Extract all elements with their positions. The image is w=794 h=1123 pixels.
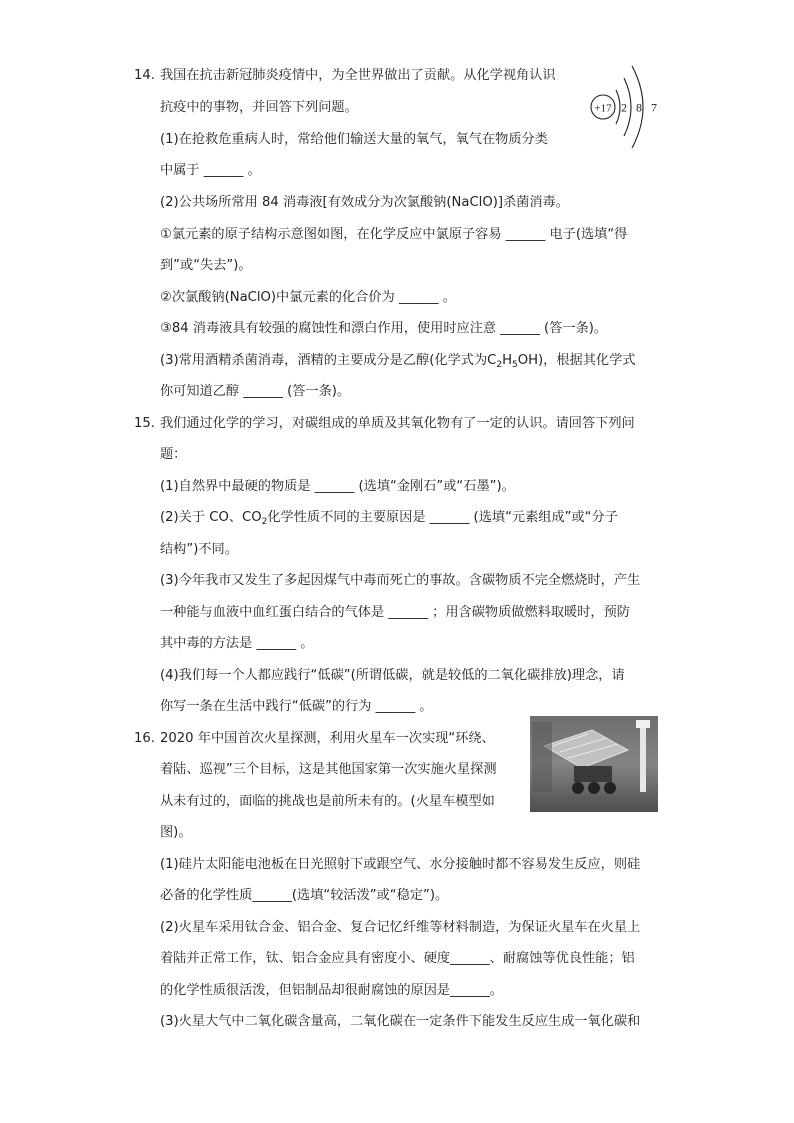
q15-line-9: (4)我们每一个人都应践行“低碳”(所谓低碳，就是较低的二氧化碳排放)理念，请 [160,668,625,683]
mars-rover-photo [530,716,658,812]
q15-line-3: (1)自然界中最硬的物质是 ______ (选填“金刚石”或“石墨”)。 [160,479,515,494]
subscript-5: 5 [512,360,518,370]
q16-line-1: 2020 年中国首次火星探测，利用火星车一次实现“环绕、 [160,731,495,746]
q14-line-formula [160,352,636,370]
question-number-15: 15. [134,416,155,431]
rover-camera [636,720,650,728]
q14-line-5: (2)公共场所常用 84 消毒液[有效成分为次氯酸钠(NaClO)]杀菌消毒。 [160,195,569,210]
q14-line-1: 我国在抗击新冠肺炎疫情中，为全世界做出了贡献。从化学视角认识 [160,68,556,83]
question-number-14: 14. [134,68,155,83]
q15-co2-part-a: (2)关于 CO、CO [160,510,262,525]
q14-line-8: ②次氯酸钠(NaClO)中氯元素的化合价为 ______ 。 [160,290,456,305]
shell-2-electrons: 8 [636,100,642,115]
chlorine-atom-structure-diagram [584,62,664,158]
electron-shell-1 [616,90,620,124]
subscript-2: 2 [496,360,503,370]
shell-1-electrons: 2 [621,100,627,115]
rover-wheel [604,782,616,794]
q15-line-5: 结构”)不同。 [160,542,238,557]
shell-3-electrons: 7 [651,100,657,115]
q14-line-3: (1)在抢救危重病人时，常给他们输送大量的氧气，氧气在物质分类 [160,132,548,147]
q14-line-6: ①氯元素的原子结构示意图如图，在化学反应中氯原子容易 ______ 电子(选填“得 [160,227,628,242]
q16-line-5: (1)硅片太阳能电池板在日光照射下或跟空气、水分接触时都不容易发生反应，则硅 [160,857,641,872]
q16-line-10: (3)火星大气中二氧化碳含量高，二氧化碳在一定条件下能发生反应生成一氧化碳和 [160,1014,641,1029]
q14-line-4: 中属于 ______ 。 [160,163,261,178]
q15-line-1: 我们通过化学的学习，对碳组成的单质及其氧化物有了一定的认识。请回答下列问 [160,416,635,431]
q15-line-10: 你写一条在生活中践行“低碳”的行为 ______ 。 [160,699,433,714]
q14-formula-part-a: (3)常用酒精杀菌消毒，酒精的主要成分是乙醇(化学式为C [160,353,497,368]
subscript-2: 2 [261,517,268,527]
q15-line-7: 一种能与血液中血红蛋白结合的气体是 ______ ；用含碳物质做燃料取暖时，预防 [160,605,630,620]
q14-line-9: ③84 消毒液具有较强的腐蚀性和漂白作用，使用时应注意 ______ (答一条)。 [160,321,608,336]
rover-body [574,766,612,782]
q15-line-6: (3)今年我市又发生了多起因煤气中毒而死亡的事故。含碳物质不完全燃烧时，产生 [160,573,641,588]
q14-formula-part-b: H [502,353,512,368]
q15-line-8: 其中毒的方法是 ______ 。 [160,636,314,651]
rover-wheel [588,782,600,794]
q14-line-2: 抗疫中的事物，并回答下列问题。 [160,100,358,115]
q15-line-co2 [160,509,618,527]
q16-line-2: 着陆、巡视”三个目标，这是其他国家第一次实施火星探测 [160,762,497,777]
q16-line-9: 的化学性质很活泼，但铝制品却很耐腐蚀的原因是______。 [160,983,503,998]
q15-line-2: 题： [160,447,187,462]
q16-line-4: 图)。 [160,825,192,840]
question-number-16: 16. [134,731,155,746]
q16-line-8: 着陆并正常工作，钛、铝合金应具有密度小、硬度______、耐腐蚀等优良性能；铝 [160,951,635,966]
q16-line-7: (2)火星车采用钛合金、铝合金、复合记忆纤维等材料制造，为保证火星车在火星上 [160,920,641,935]
q14-line-last: 你可知道乙醇 ______ (答一条)。 [160,384,351,399]
q16-line-6: 必备的化学性质______(选填“较活泼”或“稳定”)。 [160,888,449,903]
q14-line-7: 到”或“失去”)。 [160,258,252,273]
rover-mast [640,722,646,792]
q15-co2-part-b: 化学性质不同的主要原因是 ______ (选填“元素组成”或“分子 [267,510,618,525]
rover-wheel [572,782,584,794]
photo-caption-strip [532,722,552,792]
q14-formula-part-c: OH)，根据其化学式 [517,353,636,368]
q16-line-3: 从未有过的，面临的挑战也是前所未有的。(火星车模型如 [160,794,495,809]
nucleus-charge: +17 [594,102,612,115]
